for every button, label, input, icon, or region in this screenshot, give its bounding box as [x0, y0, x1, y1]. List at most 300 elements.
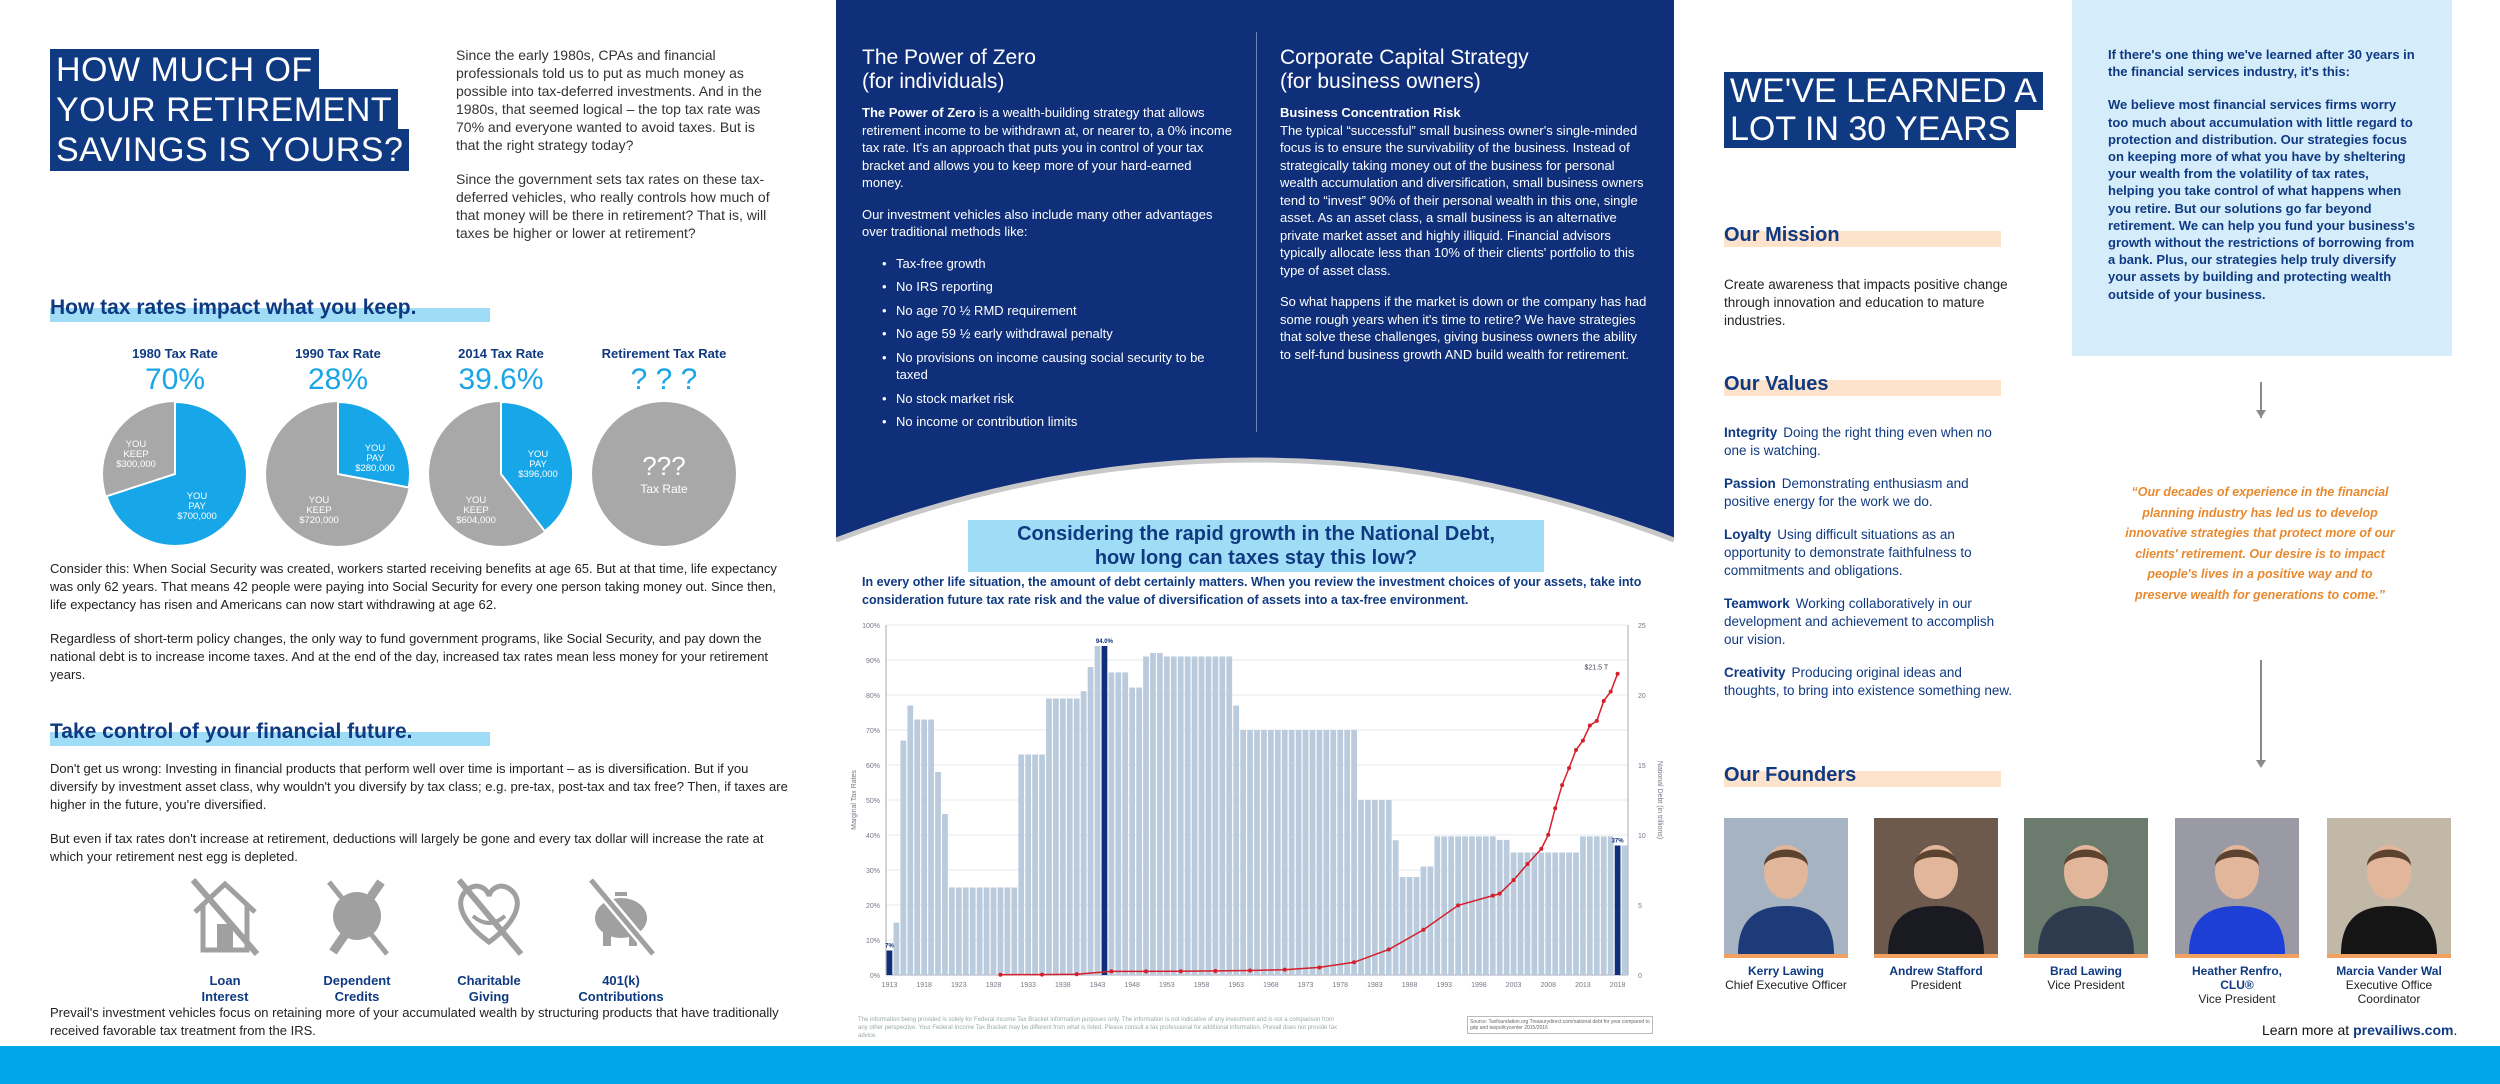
tax-rate-bar	[1219, 657, 1225, 976]
founder-title: Vice President	[2047, 978, 2125, 992]
tax-rate-bar	[1427, 867, 1433, 976]
value-item: Teamwork Working collaboratively in our development and achievement to accomplish our vision.	[1724, 596, 1995, 647]
mission-title: Our Mission	[1724, 224, 2001, 247]
pie-1980	[100, 346, 250, 554]
tax-rate-bar	[1497, 840, 1503, 975]
unknown-small: Tax Rate	[640, 482, 688, 496]
unknown-big: ???	[642, 451, 686, 481]
debt-point	[1616, 672, 1620, 676]
tax-rate-bar	[1532, 853, 1538, 976]
keep-amount: $720,000	[299, 515, 339, 526]
advantages-list	[886, 255, 1232, 431]
pay-amount: $280,000	[355, 463, 395, 474]
tax-rate-bar	[1025, 755, 1031, 976]
tax-rate-debt-chart	[846, 615, 1666, 1015]
x-tick-label: 1988	[1401, 982, 1418, 989]
control-text	[50, 760, 790, 882]
founder-title: Executive Office Coordinator	[2345, 978, 2433, 1006]
pie-2014	[426, 346, 576, 554]
pie-label: 2014 Tax Rate	[458, 346, 544, 361]
x-tick-label: 1968	[1263, 982, 1279, 989]
founder-name: Andrew Stafford	[1889, 964, 1983, 978]
x-tick-label: 1998	[1471, 982, 1487, 989]
x-tick-label: 1953	[1159, 982, 1175, 989]
y-tick-label: 30%	[865, 868, 880, 875]
tax-rate-bar	[1261, 730, 1267, 975]
tax-rate-bar	[977, 888, 983, 976]
tax-rate-bar	[1518, 853, 1524, 976]
y-tick-label: 20%	[865, 903, 880, 910]
website-link[interactable]: prevailiws.com	[2353, 1022, 2454, 1038]
tax-rate-bar	[1323, 730, 1329, 975]
debt-point	[998, 973, 1002, 977]
tax-rate-bar	[998, 888, 1004, 976]
tax-rate-bar	[1226, 657, 1232, 976]
debt-point	[1574, 748, 1578, 752]
founder-photo	[2024, 818, 2148, 958]
tax-rate-bar	[1566, 853, 1572, 976]
pie-graphic	[426, 399, 576, 549]
tax-rate-bar	[1580, 836, 1586, 975]
callout-intro: If there's one thing we've learned after 30 years in the financial services industry, it's this:	[2108, 47, 2415, 80]
divider-line-bottom	[2260, 660, 2262, 764]
keep-label-1: YOU	[308, 495, 330, 506]
list-item: • No stock market risk	[886, 390, 1232, 408]
tax-rate-bar	[1282, 730, 1288, 975]
tax-rate-bar	[1109, 672, 1115, 975]
x-tick-label: 1933	[1020, 982, 1036, 989]
x-tick-label: 1993	[1436, 982, 1453, 989]
tax-rate-bar	[1462, 836, 1468, 975]
debt-point	[1248, 969, 1252, 973]
pie-1990	[263, 346, 413, 554]
y2-tick-label: 0	[1638, 973, 1642, 980]
icon-charitable-giving	[434, 872, 544, 1005]
zero-p1: is a wealth-building strategy that allows retirement income to be withdrawn at, or nearer to, a 0% income tax rate. It's an approach that puts you in control of your tax bracket and allows you to keep more of your hard-earned money.	[862, 105, 1232, 190]
founder-card	[2175, 818, 2299, 1006]
retirement-headline: HOW MUCH OF YOUR RETIREMENT SAVINGS IS YOURS?	[50, 50, 410, 170]
founder-card	[2024, 818, 2148, 992]
tax-rate-bar	[1192, 657, 1198, 976]
closing-text: Prevail's investment vehicles focus on retaining more of your accumulated wealth by structuring products that have traditionally received favorable tax treatment from the IRS.	[50, 1005, 779, 1038]
debt-point	[1553, 806, 1557, 810]
icon-label-1: Charitable	[457, 973, 521, 988]
tax-rate-bar	[1088, 667, 1094, 975]
tax-rate-bar	[1573, 853, 1579, 976]
y2-tick-label: 25	[1638, 623, 1646, 630]
tax-rate-bar	[949, 888, 955, 976]
pay-label-2: PAY	[366, 453, 384, 464]
learned-callout	[2072, 0, 2452, 356]
tax-rate-bar	[1393, 840, 1399, 975]
value-item: Integrity Doing the right thing even when no one is watching.	[1724, 425, 1992, 458]
tax-rate-bar	[1171, 657, 1177, 976]
founder-photo	[2175, 818, 2299, 958]
tax-rate-bar	[1074, 699, 1080, 976]
tax-rate-bar	[1233, 706, 1239, 976]
tax-rate-bar	[1213, 657, 1219, 976]
founder-card	[1724, 818, 1848, 992]
tax-rate-bar	[1185, 657, 1191, 976]
x-tick-label: 2018	[1609, 982, 1626, 989]
founder-photo	[2327, 818, 2451, 958]
tax-rate-bar	[1594, 836, 1600, 975]
tax-rate-bar	[956, 888, 962, 976]
y2-tick-label: 5	[1638, 903, 1642, 910]
tax-rate-bar	[991, 888, 997, 976]
consider-paragraph: Regardless of short-term policy changes, the only way to fund government programs, like Social Security, and pay down the national debt is to increase income taxes. And at the end of the day, increased tax rates mean less money for your retirement years.	[50, 631, 769, 682]
debt-point	[1512, 878, 1516, 882]
tax-rate-bar	[1143, 657, 1149, 976]
value-item: Creativity Producing original ideas and thoughts, to bring into existence something new.	[1724, 665, 2013, 698]
x-tick-label: 1963	[1228, 982, 1244, 989]
pie-retirement	[589, 346, 739, 554]
debt-point	[1560, 783, 1564, 787]
list-item: • No income or contribution limits	[886, 413, 1232, 431]
tax-rate-bar	[1275, 730, 1281, 975]
tax-rate-bar	[1365, 800, 1371, 975]
pie-percent: 28%	[307, 363, 369, 396]
y2-tick-label: 20	[1638, 693, 1646, 700]
tax-rate-bar	[1351, 730, 1357, 975]
tax-rate-bar	[1039, 755, 1045, 976]
x-tick-label: 1943	[1089, 982, 1106, 989]
founder-title: Chief Executive Officer	[1725, 978, 1847, 992]
debt-point	[1075, 972, 1079, 976]
debt-point	[1421, 928, 1425, 932]
pay-label-2: PAY	[188, 501, 206, 512]
power-of-zero-title: The Power of Zero (for individuals)	[862, 46, 1036, 93]
y-tick-label: 70%	[865, 728, 880, 735]
corp-p2: So what happens if the market is down or the company has had some rough years when it's time to retire? We have strategies that solve these challenges, giving business owners the ability to self-fund business growth AND build wealth for retirement.	[1280, 294, 1647, 362]
tax-rate-bar	[1400, 877, 1406, 975]
tax-rate-bar	[1206, 657, 1212, 976]
pie-percent: ? ? ?	[630, 363, 698, 396]
x-tick-label: 2003	[1505, 982, 1522, 989]
tax-rate-bar	[1344, 730, 1350, 975]
debt-end-label: $21.5 T	[1584, 664, 1609, 672]
consider-text	[50, 560, 790, 700]
debt-point	[1546, 833, 1550, 837]
icon-loan-interest	[170, 872, 280, 1005]
tax-rate-bar	[1046, 699, 1052, 976]
tax-rate-bar	[1247, 730, 1253, 975]
x-tick-label: 2013	[1575, 982, 1591, 989]
tax-rate-bar	[1559, 853, 1565, 976]
y-tick-label: 40%	[865, 833, 880, 840]
control-paragraph: But even if tax rates don't increase at retirement, deductions will largely be gone and every tax dollar will increase the rate at which your retirement nest egg is depleted.	[50, 831, 764, 864]
arrow-down-icon	[2256, 760, 2266, 768]
tax-rate-bar	[1414, 877, 1420, 975]
debt-point	[1317, 965, 1321, 969]
tax-rate-bar	[1004, 888, 1010, 976]
piggybank-crossed-icon	[581, 872, 661, 962]
list-item: • No IRS reporting	[886, 278, 1232, 296]
pay-amount: $396,000	[518, 469, 558, 480]
x-tick-label: 1923	[951, 982, 967, 989]
pie-graphic	[100, 399, 250, 549]
x-tick-label: 1928	[985, 982, 1002, 989]
tax-rate-bar	[1011, 888, 1017, 976]
x-tick-label: 1948	[1124, 982, 1140, 989]
tax-rate-bar	[1296, 730, 1302, 975]
tax-rate-bar	[1018, 755, 1024, 976]
founder-name: Heather Renfro, CLU®	[2191, 964, 2283, 992]
tax-rate-bar	[1178, 657, 1184, 976]
founder-photo	[1874, 818, 1998, 958]
tax-rate-bar	[1441, 836, 1447, 975]
debt-point	[1539, 847, 1543, 851]
zero-bold: The Power of Zero	[862, 105, 976, 120]
tax-rate-bar	[1608, 836, 1614, 975]
debt-point	[1567, 766, 1571, 770]
zero-p2: Our investment vehicles also include many other advantages over traditional methods like:	[862, 206, 1213, 239]
tax-rate-bar	[1303, 730, 1309, 975]
tax-rate-bar	[1157, 653, 1163, 975]
pay-label-2: PAY	[529, 459, 547, 470]
founder-card	[1874, 818, 1998, 992]
chart-disclaimer: The information being provided is solely for Federal Income Tax Bracket information purposes only. The information is not indicative of any investment and is not a comparison from any other perspective. Your Federal Income Tax Bracket may be different from what is listed. Please consult a tax professional for additional information. Prevail does not provide tax advice.	[858, 1017, 1338, 1039]
founder-photo	[1724, 818, 1848, 958]
tax-rate-bar	[1115, 672, 1121, 975]
tax-rate-bar	[1060, 699, 1066, 976]
x-tick-label: 1938	[1055, 982, 1071, 989]
house-crossed-icon	[185, 872, 265, 962]
tax-rate-bar	[1067, 699, 1073, 976]
keep-amount: $300,000	[116, 459, 156, 470]
debt-point	[1179, 969, 1183, 973]
x-tick-label: 1918	[916, 982, 932, 989]
tax-rate-bar	[1122, 672, 1128, 975]
tax-rate-bar	[1379, 800, 1385, 975]
value-item: Passion Demonstrating enthusiasm and positive energy for the work we do.	[1724, 476, 1969, 509]
tax-rate-bar	[1525, 853, 1531, 976]
tax-rate-bar	[900, 741, 906, 976]
y-tick-label: 0%	[869, 973, 880, 980]
tax-rate-bar	[1552, 853, 1558, 976]
tax-rate-bar	[1504, 840, 1510, 975]
bar-highlight-label: 7%	[885, 943, 894, 950]
tax-rate-bar	[1476, 836, 1482, 975]
pie-label: 1980 Tax Rate	[132, 346, 218, 361]
x-tick-label: 1913	[881, 982, 898, 989]
icon-label-1: Loan	[209, 973, 241, 988]
tax-rate-bar	[1615, 846, 1621, 976]
tax-rate-bar	[1317, 730, 1323, 975]
founder-card	[2327, 818, 2451, 1006]
tax-pie-charts	[100, 346, 740, 556]
x-tick-label: 1983	[1367, 982, 1383, 989]
keep-label-2: KEEP	[123, 449, 149, 460]
tax-rate-bar	[1254, 730, 1260, 975]
tax-rate-bar	[921, 720, 927, 976]
y2-tick-label: 10	[1638, 833, 1646, 840]
pay-label-1: YOU	[527, 449, 549, 460]
debt-point	[1352, 960, 1356, 964]
tax-rate-bar	[1407, 877, 1413, 975]
debt-point	[1498, 892, 1502, 896]
arrow-down-icon	[2256, 410, 2266, 418]
tax-rate-bar	[1448, 836, 1454, 975]
founder-title: President	[1910, 978, 1962, 992]
tax-rate-bar	[1538, 853, 1544, 976]
debt-point	[1456, 903, 1460, 907]
y-tick-label: 50%	[865, 798, 880, 805]
tax-rate-bar	[907, 706, 913, 976]
icon-label-1: Dependent	[323, 973, 391, 988]
pay-label-1: YOU	[186, 491, 208, 502]
y-axis-title: Marginal Tax Rates	[851, 770, 858, 830]
founder-name: Kerry Lawing	[1747, 964, 1825, 978]
x-tick-label: 1973	[1297, 982, 1314, 989]
debt-point	[1525, 862, 1529, 866]
pay-amount: $700,000	[177, 511, 217, 522]
tax-rate-bar	[914, 720, 920, 976]
tax-rate-bar	[1164, 657, 1170, 976]
icon-label-2: Giving	[468, 989, 510, 1004]
tax-rate-bar	[1136, 688, 1142, 975]
rattle-crossed-icon	[317, 872, 397, 962]
tax-rate-bar	[1102, 646, 1108, 975]
founders-title: Our Founders	[1724, 764, 2001, 787]
x-tick-label: 2008	[1540, 982, 1557, 989]
icon-label-2: Interest	[201, 989, 249, 1004]
tax-rate-bar	[1358, 800, 1364, 975]
bar-highlight-label: 37%	[1611, 838, 1624, 845]
founders-quote: “Our decades of experience in the financial planning industry has led us to develop innovative strategies that protect more of our clients' retirement. Our desire is to impact people's lives in a positive way and to preserve wealth for generations to come.”	[2125, 485, 2395, 602]
pie-label: Retirement Tax Rate	[601, 346, 727, 361]
tax-rate-bar	[970, 888, 976, 976]
tax-rate-bar	[1310, 730, 1316, 975]
mission-text: Create awareness that impacts positive change through innovation and education to mature industries.	[1724, 277, 2008, 328]
debt-point	[1602, 699, 1606, 703]
x-tick-label: 1958	[1193, 982, 1210, 989]
value-item: Loyalty Using difficult situations as an opportunity to demonstrate faithfulness to commitments and obligations.	[1724, 527, 1972, 578]
tax-rate-bar	[1199, 657, 1205, 976]
pie-percent: 39.6%	[458, 363, 544, 396]
intro-text	[456, 46, 776, 258]
control-paragraph: Don't get us wrong: Investing in financial products that perform well over time is important – as is diversification. But if you diversify by investment asset class, why wouldn't you diversify by tax class; e.g. pre-tax, post-tax and tax free? Then, if taxes are higher in the future, you're diversified.	[50, 761, 788, 812]
values-list	[1724, 424, 2014, 715]
tax-rate-bar	[1372, 800, 1378, 975]
learn-more: Learn more at prevailiws.com.	[2262, 1022, 2458, 1038]
control-section-title: Take control of your financial future.	[50, 720, 417, 746]
keep-amount: $604,000	[456, 515, 496, 526]
founder-name: Brad Lawing	[2049, 964, 2122, 978]
y-tick-label: 60%	[865, 763, 880, 770]
tax-rate-bar	[1421, 867, 1427, 976]
tax-rate-bar	[894, 923, 900, 976]
pie-graphic	[589, 399, 739, 549]
list-item: • Tax-free growth	[886, 255, 1232, 273]
y2-tick-label: 15	[1638, 763, 1646, 770]
national-debt-title: Considering the rapid growth in the National Debt, how long can taxes stay this low?	[968, 520, 1544, 572]
tax-rate-bar	[1434, 836, 1440, 975]
tax-rate-bar	[1330, 730, 1336, 975]
y2-axis-title: National Debt (in trillions)	[1656, 760, 1663, 840]
icon-label-1: 401(k)	[602, 973, 640, 988]
tax-rate-bar	[1240, 730, 1246, 975]
tax-rate-bar	[1150, 653, 1156, 975]
tax-rate-bar	[1337, 730, 1343, 975]
y-tick-label: 80%	[865, 693, 880, 700]
intro-paragraph: Since the early 1980s, CPAs and financial professionals told us to put as much money as possible into tax-deferred investments. And in the 1980s, that seemed logical – the top tax rate was 70% and everyone wanted to avoid taxes. But is that the right strategy today?	[456, 47, 762, 153]
debt-point	[1144, 969, 1148, 973]
pie-percent: 70%	[144, 363, 206, 396]
keep-label-2: KEEP	[463, 505, 489, 516]
learned-headline: WE'VE LEARNED A LOT IN 30 YEARS	[1724, 72, 2084, 148]
y-tick-label: 100%	[862, 623, 880, 630]
tax-rate-bar	[1081, 691, 1087, 975]
debt-point	[1581, 739, 1585, 743]
bottom-band	[0, 1046, 2500, 1084]
tax-rate-bar	[1601, 836, 1607, 975]
keep-label-1: YOU	[125, 439, 147, 450]
intro-paragraph: Since the government sets tax rates on these tax-deferred vehicles, who really controls how much of that money will be there in retirement? That is, will taxes be higher or lower at retirement?	[456, 171, 770, 241]
tax-rate-bar	[1622, 846, 1628, 976]
founder-name: Marcia Vander Wal	[2336, 964, 2442, 978]
debt-point	[1595, 719, 1599, 723]
tax-rate-bar	[887, 951, 893, 976]
list-item: • No provisions on income causing social security to be taxed	[886, 349, 1232, 384]
x-tick-label: 1978	[1332, 982, 1349, 989]
pay-label-1: YOU	[364, 443, 386, 454]
values-title: Our Values	[1724, 373, 2001, 396]
y-tick-label: 10%	[865, 938, 880, 945]
list-item: • No age 70 ½ RMD requirement	[886, 302, 1232, 320]
consider-paragraph: Consider this: When Social Security was created, workers started receiving benefits at age 65. But at that time, life expectancy was only 62 years. That means 42 people were paying into Social Security for every one person taking money out. Since then, life expectancy has risen and Americans can now start withdrawing at age 62.	[50, 561, 777, 612]
tax-rate-bar	[1511, 853, 1517, 976]
callout-body: We believe most financial services firms worry too much about accumulation with little regard to protection and distribution. Our strategies focus on keeping more of what you have by sheltering your wealth from the volatility of tax rates, helping you take control of what happens when you retire. But our solutions go far beyond retirement. We can help you fund your business's growth without the restrictions of borrowing from a bank. Plus, our strategies help truly diversify your assets by building and protecting wealth outside of your business.	[2108, 97, 2415, 302]
tax-rate-bar	[1053, 699, 1059, 976]
chart-source: Source: Taxfoundation.org Treasurydirect.com/national debt for year compared to gdp and taxpolicycenter 2015/2016	[1467, 1016, 1653, 1034]
tax-rate-bar	[1490, 836, 1496, 975]
keep-label-2: KEEP	[306, 505, 332, 516]
tax-rate-bar	[1483, 836, 1489, 975]
tax-rate-bar	[1587, 836, 1593, 975]
pie-label: 1990 Tax Rate	[295, 346, 381, 361]
debt-point	[1283, 968, 1287, 972]
debt-point	[1491, 894, 1495, 898]
tax-rate-bar	[1032, 755, 1038, 976]
debt-point	[1040, 973, 1044, 977]
power-of-zero-text	[862, 104, 1232, 437]
debt-point	[1387, 948, 1391, 952]
pie-graphic	[263, 399, 413, 549]
tax-rate-bar	[942, 814, 948, 975]
icon-label-2: Contributions	[578, 989, 664, 1004]
column-divider	[1256, 32, 1257, 432]
tax-rate-bar	[1268, 730, 1274, 975]
founder-title: Vice President	[2198, 992, 2276, 1006]
keep-label-1: YOU	[465, 495, 487, 506]
deduction-icons	[170, 872, 690, 1002]
corp-p1: The typical “successful” small business owner's single-minded focus is to ensure the survivability of the business. Instead of strategically taking money out of the business for personal wealth accumulation and diversification, small business owners tend to “invest” 90% of their personal wealth in this one, single asset. As an asset class, a small business is an alternative private market asset and highly illiquid. Financial advisors typically allocate less than 10% of their clients' portfolio to this type of asset class.	[1280, 122, 1644, 278]
tax-rate-bar	[1545, 853, 1551, 976]
debt-point	[1588, 724, 1592, 728]
tax-section-title: How tax rates impact what you keep.	[50, 296, 420, 322]
corporate-strategy-title: Corporate Capital Strategy (for business owners)	[1280, 46, 1529, 93]
debt-point	[1213, 969, 1217, 973]
tax-rate-bar	[1129, 688, 1135, 975]
national-debt-subtitle: In every other life situation, the amount of debt certainly matters. When you review the investment choices of your assets, take into consideration future tax rate risk and the value of diversification of assets into a tax-free environment.	[862, 575, 1642, 607]
tax-rate-bar	[963, 888, 969, 976]
debt-point	[1109, 969, 1113, 973]
y-tick-label: 90%	[865, 658, 880, 665]
tax-rate-bar	[935, 772, 941, 975]
icon-dependent-credits	[302, 872, 412, 1005]
tax-rate-bar	[1095, 646, 1101, 975]
